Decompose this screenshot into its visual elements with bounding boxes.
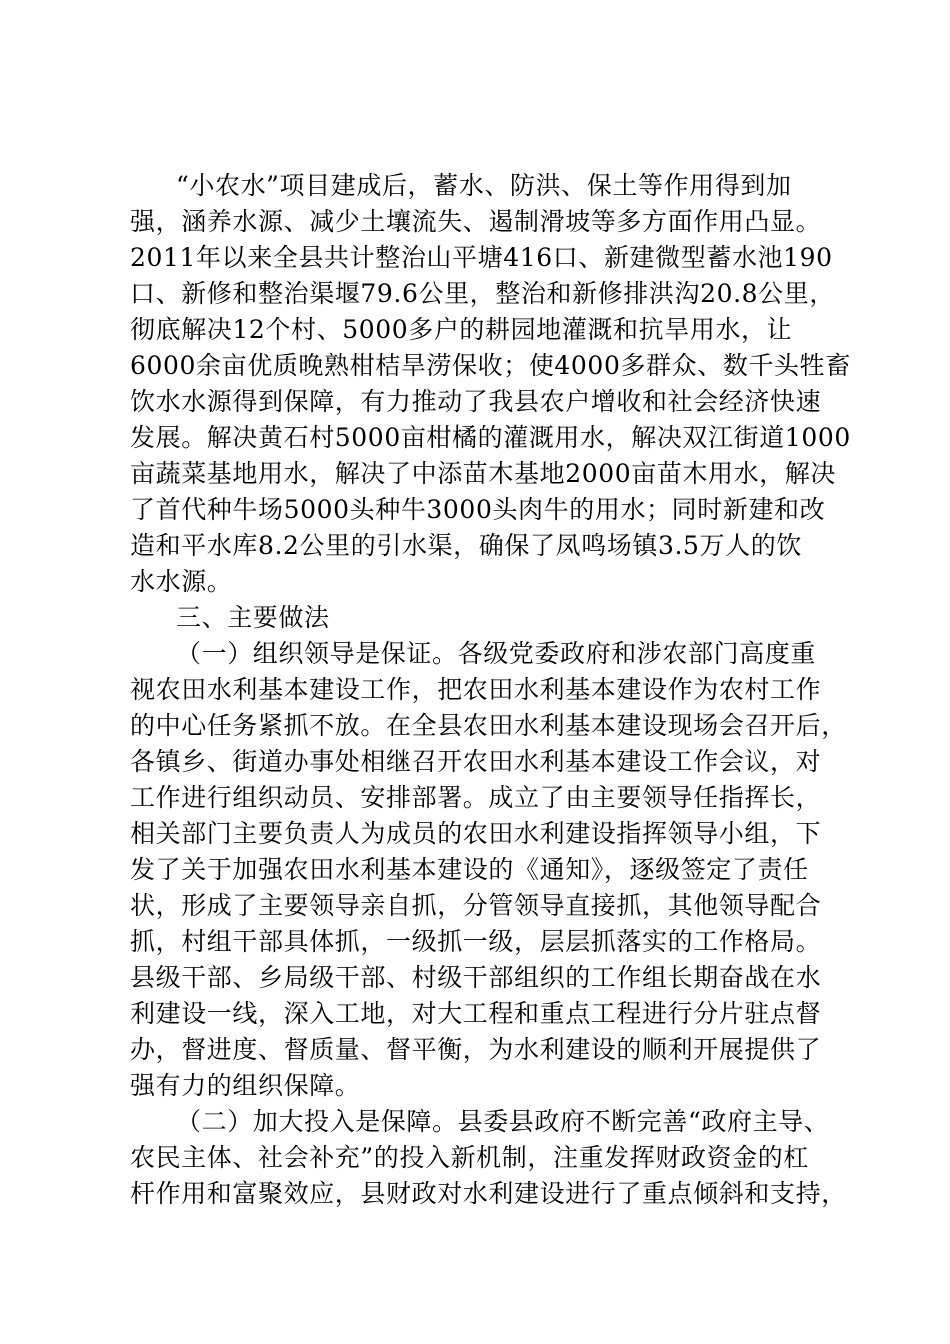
paragraph-line: “小农水”项目建成后，蓄水、防洪、保土等作用得到加 <box>176 171 792 200</box>
paragraph-line: 农民主体、社会补充”的投入新机制，注重发挥财政资金的杠 <box>130 1143 809 1172</box>
paragraph-line: 的中心任务紧抓不放。在全县农田水利基本建设现场会召开后， <box>130 711 847 740</box>
paragraph-line: 强有力的组织保障。 <box>130 1071 361 1100</box>
paragraph-line: （二）加大投入是保障。县委县政府不断完善“政府主导、 <box>176 1107 830 1136</box>
paragraph-line: 造和平水库8.2公里的引水渠，确保了凤鸣场镇3.5万人的饮 <box>130 531 802 560</box>
paragraph-line: （一）组织领导是保证。各级党委政府和涉农部门高度重 <box>176 639 817 668</box>
paragraph-line: 状，形成了主要领导亲自抓，分管领导直接抓，其他领导配合 <box>130 891 822 920</box>
paragraph-line: 了首代种牛场5000头种牛3000头肉牛的用水；同时新建和改 <box>130 495 826 524</box>
paragraph-line: 相关部门主要负责人为成员的农田水利建设指挥领导小组，下 <box>130 819 822 848</box>
paragraph-line: 2011年以来全县共计整治山平塘416口、新建微型蓄水池190 <box>130 243 833 272</box>
paragraph-line: 发了关于加强农田水利基本建设的《通知》，逐级签定了责任 <box>130 855 809 884</box>
paragraph-line: 6000余亩优质晚熟柑桔旱涝保收；使4000多群众、数千头牲畜 <box>130 351 851 380</box>
paragraph-line: 抓，村组干部具体抓，一级抓一级，层层抓落实的工作格局。 <box>130 927 822 956</box>
paragraph-line: 亩蔬菜基地用水，解决了中添苗木基地2000亩苗木用水，解决 <box>130 459 837 488</box>
paragraph-line: 视农田水利基本建设工作，把农田水利基本建设作为农村工作 <box>130 675 822 704</box>
paragraph-line: 杆作用和富聚效应，县财政对水利建设进行了重点倾斜和支持， <box>130 1179 847 1208</box>
paragraph-line: 发展。解决黄石村5000亩柑橘的灌溉用水，解决双江街道1000 <box>130 423 851 452</box>
paragraph-line: 工作进行组织动员、安排部署。成立了由主要领导任指挥长， <box>130 783 822 812</box>
paragraph-line: 水水源。 <box>130 567 233 596</box>
paragraph-line: 利建设一线，深入工地，对大工程和重点工程进行分片驻点督 <box>130 999 822 1028</box>
paragraph-line: 办，督进度、督质量、督平衡，为水利建设的顺利开展提供了 <box>130 1035 822 1064</box>
paragraph-line: 县级干部、乡局级干部、村级干部组织的工作组长期奋战在水 <box>130 963 822 992</box>
paragraph-line: 饮水水源得到保障，有力推动了我县农户增收和社会经济快速 <box>130 387 822 416</box>
section-heading: 三、主要做法 <box>176 603 330 632</box>
paragraph-line: 各镇乡、街道办事处相继召开农田水利基本建设工作会议，对 <box>130 747 822 776</box>
paragraph-line: 彻底解决12个村、5000多户的耕园地灌溉和抗旱用水，让 <box>130 315 793 344</box>
paragraph-line: 口、新修和整治渠堰79.6公里，整治和新修排洪沟20.8公里， <box>130 279 835 308</box>
paragraph-line: 强，涵养水源、减少土壤流失、遏制滑坡等多方面作用凸显。 <box>130 207 822 236</box>
